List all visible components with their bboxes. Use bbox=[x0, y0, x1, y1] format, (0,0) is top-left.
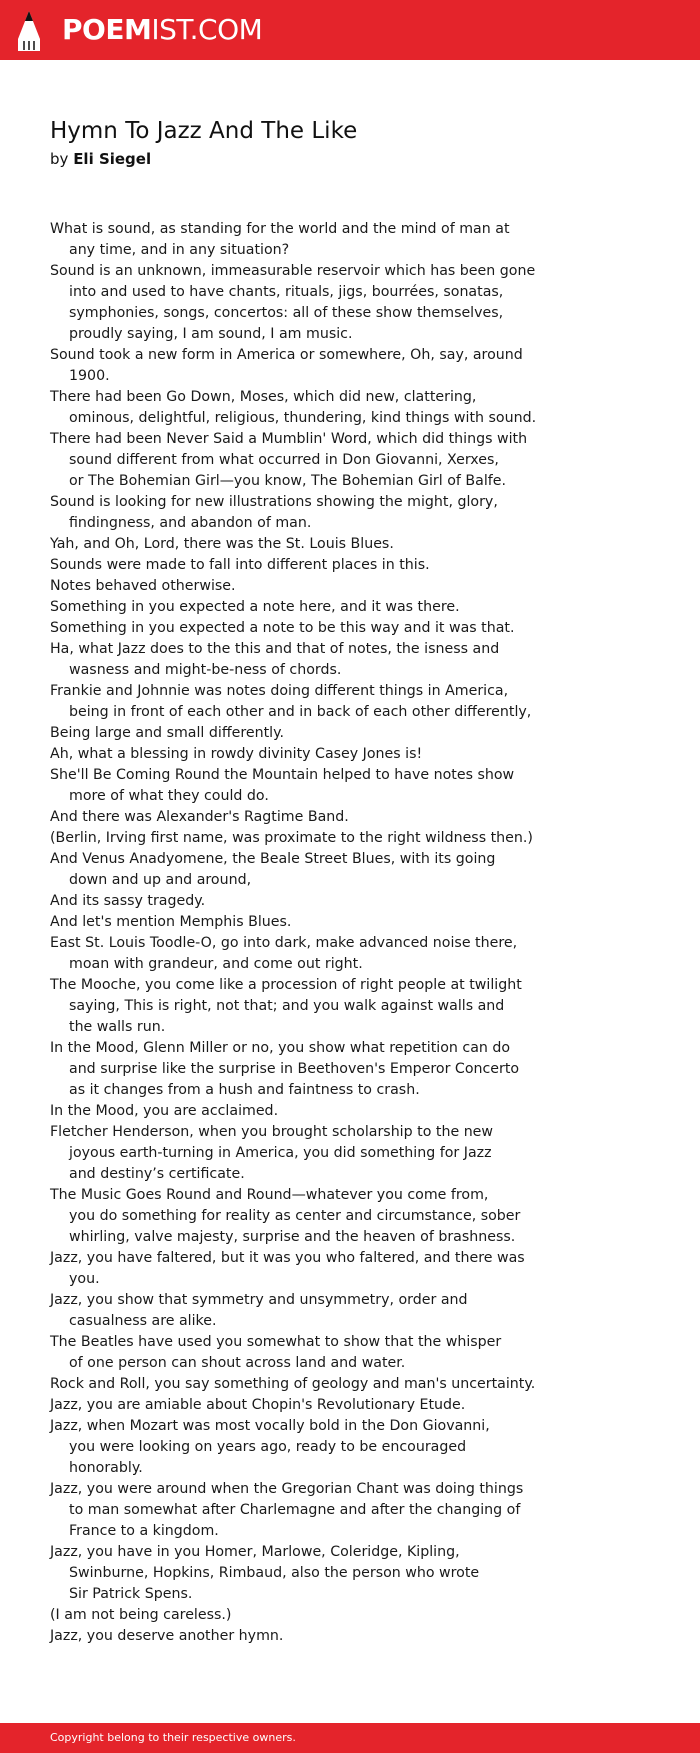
poem-line: or The Bohemian Girl—you know, The Bohemian Girl of Balfe. bbox=[69, 473, 506, 489]
poem-line: symphonies, songs, concertos: all of these show themselves, bbox=[69, 305, 504, 321]
poem-line: Sounds were made to fall into different places in this. bbox=[50, 557, 430, 573]
poem-line: you. bbox=[69, 1271, 100, 1287]
by-prefix: by bbox=[50, 150, 69, 168]
poem-line: Something in you expected a note to be this way and it was that. bbox=[50, 620, 515, 636]
pencil-icon[interactable] bbox=[16, 9, 42, 53]
poem-line: sound different from what occurred in Don Giovanni, Xerxes, bbox=[69, 452, 499, 468]
poem-line: Jazz, you have in you Homer, Marlowe, Coleridge, Kipling, bbox=[50, 1544, 460, 1560]
poem-line: Sound is an unknown, immeasurable reservoir which has been gone bbox=[50, 263, 536, 279]
poem-line: Being large and small differently. bbox=[50, 725, 284, 741]
poem-line: Something in you expected a note here, and it was there. bbox=[50, 599, 460, 615]
poem-line: There had been Never Said a Mumblin' Word, which did things with bbox=[50, 431, 528, 447]
poem-line: The Beatles have used you somewhat to show that the whisper bbox=[50, 1334, 502, 1350]
logo-light-text: IST.COM bbox=[151, 13, 263, 46]
poem-line: 1900. bbox=[69, 368, 110, 384]
poem-line: findingness, and abandon of man. bbox=[69, 515, 312, 531]
poem-line: (Berlin, Irving first name, was proximate to the right wildness then.) bbox=[50, 830, 533, 846]
poem-line: ominous, delightful, religious, thundering, kind things with sound. bbox=[69, 410, 537, 426]
poem-line: moan with grandeur, and come out right. bbox=[69, 956, 363, 972]
poem-line: to man somewhat after Charlemagne and after the changing of bbox=[69, 1502, 521, 1518]
poem-line: She'll Be Coming Round the Mountain helped to have notes show bbox=[50, 767, 515, 783]
poem-line: And Venus Anadyomene, the Beale Street Blues, with its going bbox=[50, 851, 496, 867]
poem-line: Jazz, you deserve another hymn. bbox=[50, 1628, 284, 1644]
copyright-notice: Copyright belong to their respective owners. bbox=[50, 1731, 296, 1744]
poem-line: In the Mood, Glenn Miller or no, you show what repetition can do bbox=[50, 1040, 511, 1056]
poem-line: as it changes from a hush and faintness to crash. bbox=[69, 1082, 420, 1098]
poem-line: Ha, what Jazz does to the this and that of notes, the isness and bbox=[50, 641, 500, 657]
poem-line: And its sassy tragedy. bbox=[50, 893, 206, 909]
poem-line: There had been Go Down, Moses, which did new, clattering, bbox=[50, 389, 477, 405]
poem-line: into and used to have chants, rituals, jigs, bourrées, sonatas, bbox=[69, 284, 504, 300]
poem-line: And there was Alexander's Ragtime Band. bbox=[50, 809, 349, 825]
poem-line: East St. Louis Toodle-O, go into dark, make advanced noise there, bbox=[50, 935, 518, 951]
site-logo[interactable] bbox=[62, 13, 262, 47]
poem-line: Jazz, you have faltered, but it was you who faltered, and there was bbox=[50, 1250, 525, 1266]
poem-line: and destiny’s certificate. bbox=[69, 1166, 245, 1182]
poem-line: Sound is looking for new illustrations showing the might, glory, bbox=[50, 494, 498, 510]
poem-line: Rock and Roll, you say something of geology and man's uncertainty. bbox=[50, 1376, 536, 1392]
poem-line: The Mooche, you come like a procession of right people at twilight bbox=[50, 977, 522, 993]
poem-line: casualness are alike. bbox=[69, 1313, 217, 1329]
poem-line: Ah, what a blessing in rowdy divinity Casey Jones is! bbox=[50, 746, 423, 762]
poem-line: Jazz, when Mozart was most vocally bold in the Don Giovanni, bbox=[50, 1418, 490, 1434]
poem-line: Frankie and Johnnie was notes doing different things in America, bbox=[50, 683, 509, 699]
poem-line: France to a kingdom. bbox=[69, 1523, 219, 1539]
poem-line: honorably. bbox=[69, 1460, 143, 1476]
poem-line: Fletcher Henderson, when you brought scholarship to the new bbox=[50, 1124, 494, 1140]
poem-line: saying, This is right, not that; and you walk against walls and bbox=[69, 998, 505, 1014]
poem-body bbox=[50, 219, 650, 1647]
poem-line: Sound took a new form in America or somewhere, Oh, say, around bbox=[50, 347, 523, 363]
poem-line: of one person can shout across land and water. bbox=[69, 1355, 406, 1371]
poem-line: proudly saying, I am sound, I am music. bbox=[69, 326, 353, 342]
poem-line: What is sound, as standing for the world and the mind of man at bbox=[50, 221, 510, 237]
poem-line: wasness and might-be-ness of chords. bbox=[69, 662, 342, 678]
poem-line: Yah, and Oh, Lord, there was the St. Louis Blues. bbox=[50, 536, 394, 552]
logo-bold-text: POEM bbox=[62, 13, 152, 46]
header-bar bbox=[0, 0, 700, 60]
poem-line: And let's mention Memphis Blues. bbox=[50, 914, 292, 930]
poem-line: you were looking on years ago, ready to be encouraged bbox=[69, 1439, 467, 1455]
poem-line: down and up and around, bbox=[69, 872, 252, 888]
poem-line: Sir Patrick Spens. bbox=[69, 1586, 193, 1602]
poem-line: joyous earth-turning in America, you did something for Jazz bbox=[69, 1145, 492, 1161]
poem-line: Jazz, you are amiable about Chopin's Revolutionary Etude. bbox=[50, 1397, 466, 1413]
poem-line: Notes behaved otherwise. bbox=[50, 578, 236, 594]
poem-title: Hymn To Jazz And The Like bbox=[50, 118, 358, 144]
poem-line: (I am not being careless.) bbox=[50, 1607, 232, 1623]
poem-line: being in front of each other and in back of each other differently, bbox=[69, 704, 532, 720]
poem-line: and surprise like the surprise in Beethoven's Emperor Concerto bbox=[69, 1061, 520, 1077]
poem-author: Eli Siegel bbox=[73, 150, 152, 168]
poem-line: any time, and in any situation? bbox=[69, 242, 290, 258]
footer-bar bbox=[0, 1723, 700, 1753]
poem-line: the walls run. bbox=[69, 1019, 166, 1035]
poem-line: The Music Goes Round and Round—whatever you come from, bbox=[50, 1187, 489, 1203]
poem-line: In the Mood, you are acclaimed. bbox=[50, 1103, 279, 1119]
poem-line: Swinburne, Hopkins, Rimbaud, also the person who wrote bbox=[69, 1565, 480, 1581]
poem-line: you do something for reality as center and circumstance, sober bbox=[69, 1208, 521, 1224]
poem-line: whirling, valve majesty, surprise and the heaven of brashness. bbox=[69, 1229, 516, 1245]
poem-line: more of what they could do. bbox=[69, 788, 269, 804]
poem-line: Jazz, you were around when the Gregorian Chant was doing things bbox=[50, 1481, 524, 1497]
byline bbox=[50, 148, 151, 170]
poem-line: Jazz, you show that symmetry and unsymmetry, order and bbox=[50, 1292, 468, 1308]
